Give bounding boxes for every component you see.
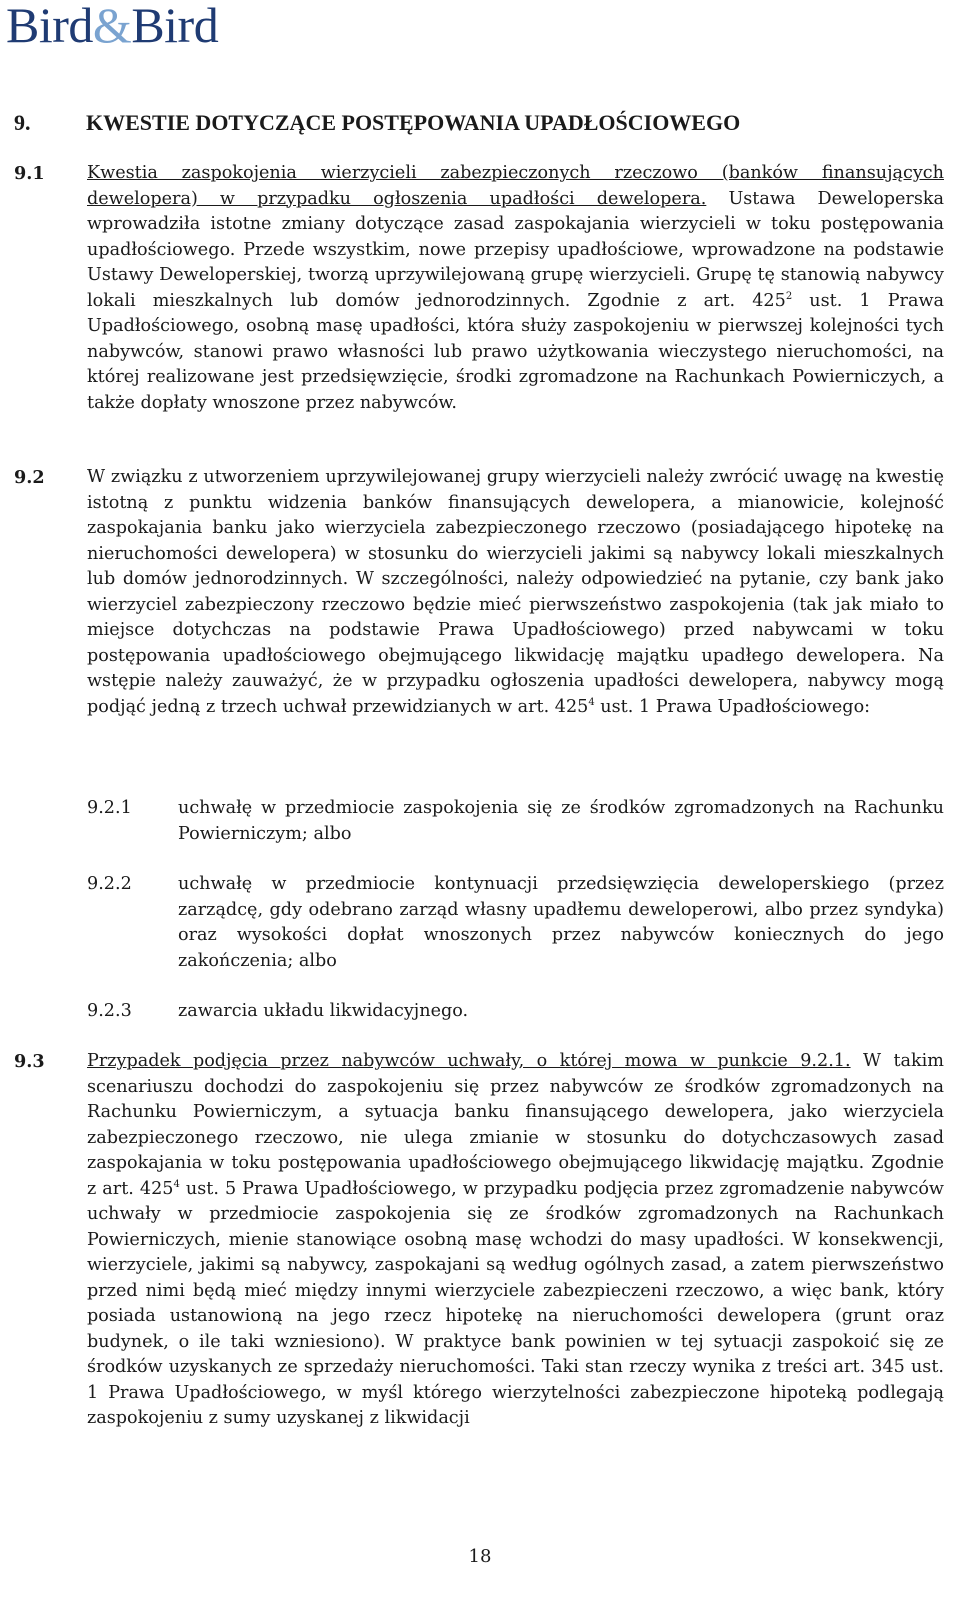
- subparagraph-text: uchwałę w przedmiocie kontynuacji przedsięwzięcia deweloperskiego (przez zarządcę, gdy odebrano zarząd własny upadłemu deweloperowi, albo przez syndyka) oraz wysokości dopłat wnoszonych przez nabywców koniecznych do jego zakończenia; albo: [178, 874, 944, 971]
- heading-number: 9.: [14, 110, 31, 135]
- subparagraph-number: 9.2.3: [87, 1001, 132, 1021]
- heading-text: KWESTIE DOTYCZĄCE POSTĘPOWANIA UPADŁOŚCIOWEGO: [86, 110, 741, 135]
- superscript: 4: [173, 1178, 180, 1190]
- paragraph-title: Kwestia zaspokojenia wierzycieli zabezpieczonych rzeczowo (banków finansujących dewelopera) w przypadku ogłoszenia upadłości dewelopera.: [87, 163, 944, 209]
- paragraph-text-cont: ust. 5 Prawa Upadłościowego, w przypadku podjęcia przez zgromadzenie nabywców uchwały w przedmiocie zaspokojenia się ze środków zgromadzonych na Rachunkach Powierniczych, mienie stanowiące osobną masę wchodzi do masy upadłości. W konsekwencji, wierzyciele, jakimi są nabywcy, zaspokajani są według ogólnych zasad, a zatem pierwszeństwo przed nimi będą mieć między innymi wierzyciele zabezpieczeni rzeczowo, a więc bank, który posiada ustanowioną na jego rzecz hipotekę na nieruchomości dewelopera (grunt oraz budynek, o ile taki wzniesiono). W praktyce bank powinien w tej sytuacji zaspokoić się ze środków uzyskanych ze sprzedaży nieruchomości. Taki stan rzeczy wynika z treści art. 345 ust. 1 Prawa Upadłościowego, w myśl którego wierzytelności zabezpieczone hipoteką podlegają zaspokojeniu z sumy uzyskanej z likwidacji: [87, 1178, 944, 1428]
- paragraph-text-cont: ust. 1 Prawa Upadłościowego, osobną masę upadłości, która służy zaspokojeniu w pierwszej kolejności tych nabywców, stanowi prawo własności lub prawo użytkowania wieczystego nieruchomości, na której realizowane jest przedsięwzięcie, środki zgromadzone na Rachunkach Powierniczych, a także dopłaty wnoszone przez nabywców.: [87, 290, 944, 413]
- subparagraph-9-2-3: [87, 999, 944, 1025]
- paragraph-number: 9.1: [14, 163, 45, 184]
- subparagraph-9-2-2: [87, 872, 944, 974]
- superscript: 2: [785, 290, 793, 302]
- subparagraph-number: 9.2.1: [87, 798, 132, 818]
- paragraph-9-3: [14, 1049, 944, 1432]
- superscript: 4: [588, 696, 595, 708]
- logo-word-1: Bird: [6, 0, 93, 53]
- paragraph-9-2: [14, 465, 944, 720]
- paragraph-text: Ustawa Deweloperska wprowadziła istotne zmiany dotyczące zasad zaspokajania wierzycieli w toku postępowania upadłościowego. Przede wszystkim, nowe przepisy upadłościowe, wprowadzone na podstawie Ustawy Deweloperskiej, tworzą uprzywilejowaną grupę wierzycieli. Grupę tę stanowią nabywcy lokali mieszkalnych lub domów jednorodzinnych. Zgodnie z art. 425: [87, 188, 944, 311]
- paragraph-number: 9.3: [14, 1051, 45, 1072]
- paragraph-body: [87, 161, 944, 416]
- paragraph-number: 9.2: [14, 467, 45, 488]
- paragraph-body: [87, 465, 944, 720]
- paragraph-9-1: [14, 161, 944, 416]
- subparagraph-text: uchwałę w przedmiocie zaspokojenia się ze środków zgromadzonych na Rachunku Powierniczym; albo: [178, 798, 944, 844]
- paragraph-text: W związku z utworzeniem uprzywilejowanej grupy wierzycieli należy zwrócić uwagę na kwestię istotną z punktu widzenia banków finansujących dewelopera, a mianowicie, kolejność zaspokajania banku jako wierzyciela zabezpieczonego rzeczowo (posiadającego hipotekę na nieruchomości dewelopera) w stosunku do wierzycieli jakimi są nabywcy lokali mieszkalnych lub domów jednorodzinnych. W szczególności, należy odpowiedzieć na pytanie, czy bank jako wierzyciel zabezpieczony rzeczowo będzie mieć pierwszeństwo zaspokojenia (tak jak miało to miejsce dotychczas na podstawie Prawa Upadłościowego) przed nabywcami w toku postępowania upadłościowego obejmującego likwidację majątku upadłego dewelopera. Na wstępie należy zauważyć, że w przypadku ogłoszenia upadłości dewelopera, nabywcy mogą podjąć jedną z trzech uchwał przewidzianych w art. 425: [87, 467, 944, 717]
- page-number: 18: [468, 1546, 492, 1567]
- paragraph-body: [87, 1049, 944, 1432]
- paragraph-text-cont: ust. 1 Prawa Upadłościowego:: [594, 696, 871, 717]
- paragraph-title: Przypadek podjęcia przez nabywców uchwały, o której mowa w punkcie 9.2.1.: [87, 1051, 851, 1071]
- paragraph-text: W takim scenariuszu dochodzi do zaspokojeniu się przez nabywców ze środków zgromadzonych na Rachunku Powierniczym, a sytuacja banku finansującego dewelopera, jako wierzyciela zabezpieczonego rzeczowo, nie ulega zmianie w stosunku do dotychczasowych zasad zaspokajania w toku postępowania upadłościowego obejmującego likwidację majątku. Zgodnie z art. 425: [87, 1051, 944, 1199]
- subparagraph-text: zawarcia układu likwidacyjnego.: [178, 1001, 469, 1021]
- logo-word-2: Bird: [131, 0, 219, 53]
- logo-ampersand: &: [92, 0, 132, 53]
- subparagraph-number: 9.2.2: [87, 874, 132, 894]
- subparagraph-9-2-1: [87, 796, 944, 847]
- section-heading: [14, 110, 944, 136]
- bird-and-bird-logo: [6, 0, 219, 53]
